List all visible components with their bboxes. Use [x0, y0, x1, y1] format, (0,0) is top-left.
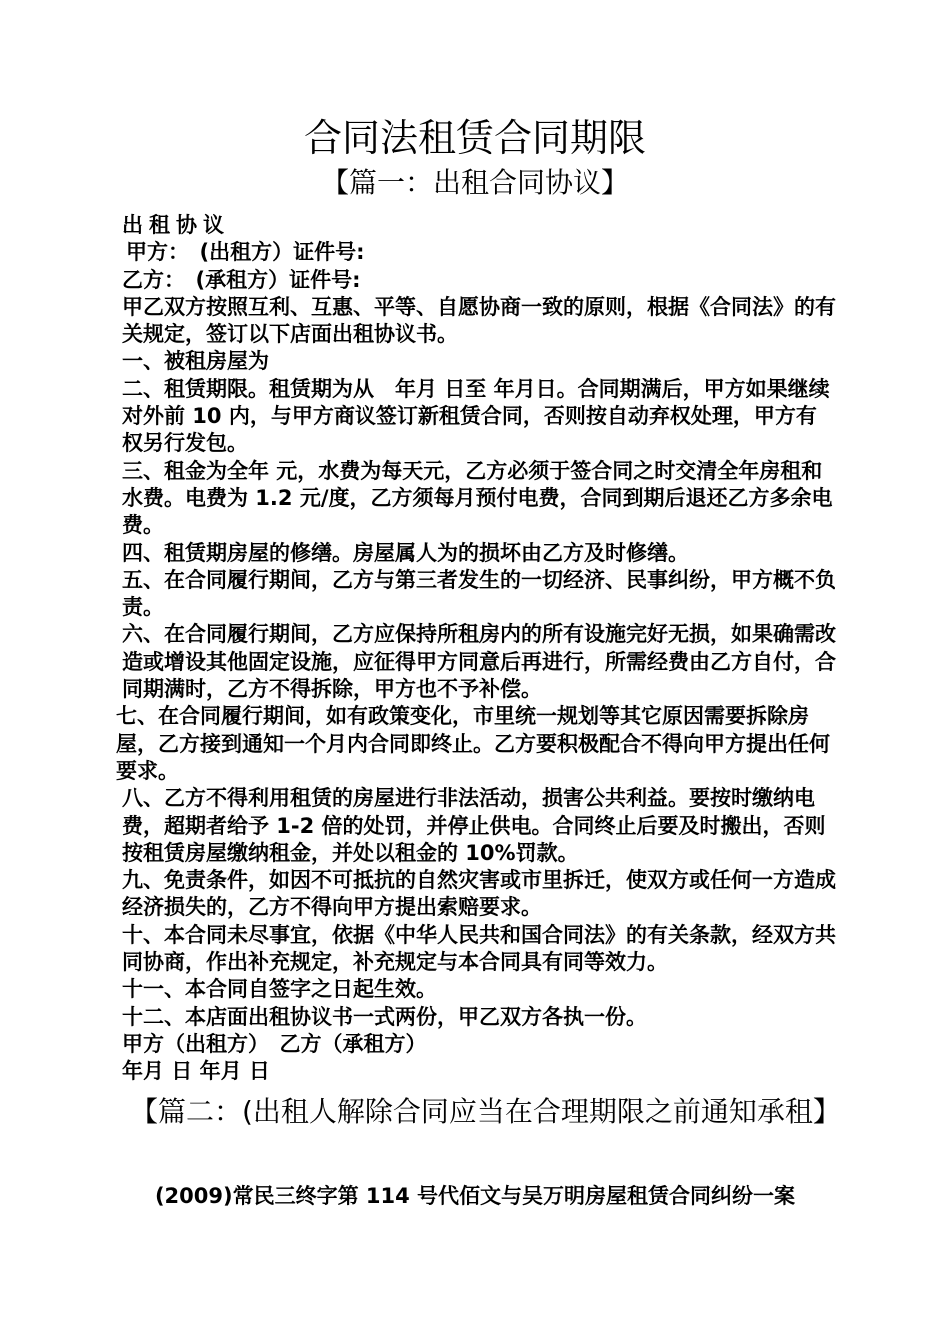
contract-paragraph: 十、本合同未尽事宜，依据《中华人民共和国合同法》的有关条款，经双方共同协商，作出补充规定，补充规定与本合同具有同等效力。	[122, 922, 836, 975]
contract-paragraph: 五、在合同履行期间，乙方与第三者发生的一切经济、民事纠纷，甲方概不负责。	[122, 567, 836, 620]
date-line: 年月 日 年月 日	[122, 1059, 270, 1084]
contract-paragraph: 二、租赁期限。租赁期为从 年月 日至 年月日。合同期满后，甲方如果继续对外前 10 内，与甲方商议签订新租赁合同，否则按自动弃权处理，甲方有权另行发包。	[122, 376, 830, 456]
contract-paragraph: 十二、本店面出租协议书一式两份，甲乙双方各执一份。	[122, 1004, 647, 1029]
signature-line: 甲方（出租方） 乙方（承租方）	[122, 1031, 427, 1056]
contract-heading: 出租协议	[122, 213, 230, 237]
contract-paragraph: 甲乙双方按照互利、互惠、平等、自愿协商一致的原则，根据《合同法》的有关规定，签订以下店面出租协议书。	[122, 294, 836, 347]
document-title: 合同法租赁合同期限	[303, 116, 646, 160]
party-b-line: 乙方： (承租方）证件号:	[122, 267, 361, 292]
section-two-title: 【篇二：(出租人解除合同应当在合理期限之前通知承租】	[130, 1095, 841, 1128]
section-one-title: 【篇一：出租合同协议】	[320, 166, 629, 199]
contract-paragraph: 三、租金为全年 元，水费为每天元，乙方必须于签合同之时交清全年房租和水费。电费为 1.2 元/度，乙方须每月预付电费，合同到期后退还乙方多余电费。	[122, 458, 833, 538]
case-title: (2009)常民三终字第 114 号代佰文与吴万明房屋租赁合同纠纷一案	[154, 1184, 796, 1208]
party-a-line: 甲方： (出租方）证件号:	[126, 240, 365, 265]
contract-body	[116, 212, 836, 1086]
contract-paragraph: 十一、本合同自签字之日起生效。	[122, 977, 437, 1002]
contract-paragraph: 六、在合同履行期间，乙方应保持所租房内的所有设施完好无损，如果确需改造或增设其他固定设施，应征得甲方同意后再进行，所需经费由乙方自付，合同期满时，乙方不得拆除，甲方也不予补偿。	[122, 622, 836, 702]
contract-paragraph: 九、免责条件，如因不可抵抗的自然灾害或市里拆迁，使双方或任何一方造成经济损失的，乙方不得向甲方提出索赔要求。	[122, 868, 836, 920]
contract-paragraph: 四、租赁期房屋的修缮。房屋属人为的损坏由乙方及时修缮。	[122, 540, 689, 565]
contract-paragraph: 一、被租房屋为	[122, 349, 269, 374]
contract-paragraph: 七、在合同履行期间，如有政策变化，市里统一规划等其它原因需要拆除房屋，乙方接到通知一个月内合同即终止。乙方要积极配合不得向甲方提出任何要求。	[116, 704, 830, 783]
contract-paragraph: 八、乙方不得利用租赁的房屋进行非法活动，损害公共利益。要按时缴纳电费，超期者给予 1-2 倍的处罚，并停止供电。合同终止后要及时搬出，否则按租赁房屋缴纳租金，并处以租金的 10%罚款。	[122, 786, 826, 865]
